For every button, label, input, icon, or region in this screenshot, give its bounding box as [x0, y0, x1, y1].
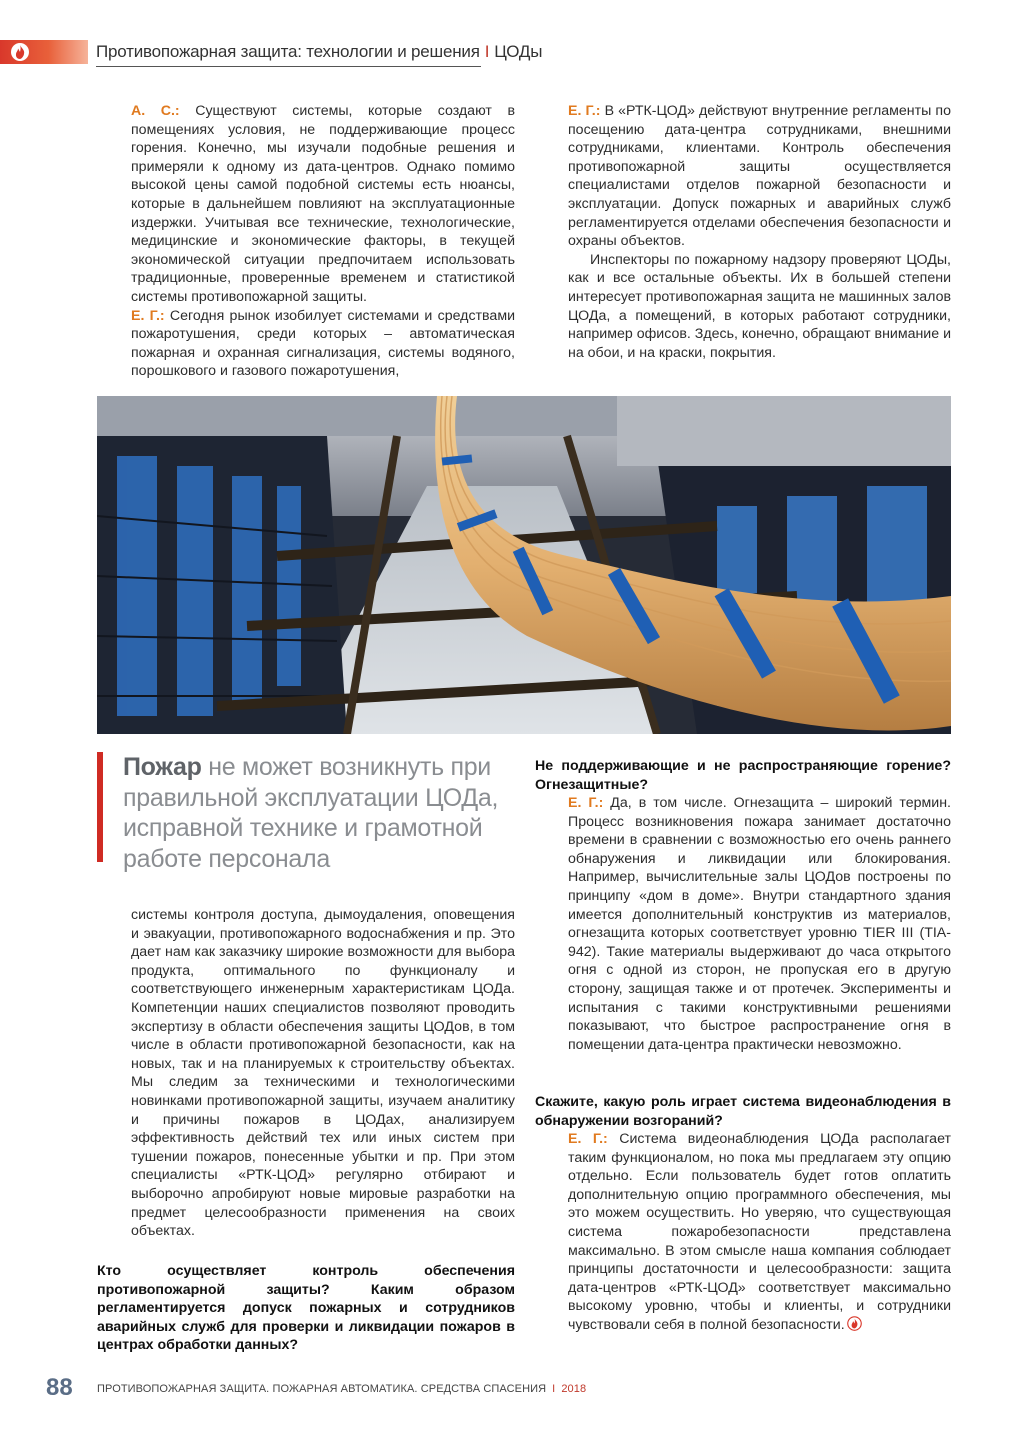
pull-quote-bold: Пожар	[123, 753, 202, 781]
paragraph: системы контроля доступа, дымоудаления, оповещения и эвакуации, противопожарного водоснабжения и пр. Это дает нам как заказчику широкие возможности для выбора продукта, оптимального по функционалу и соответствующего инженерным характеристикам ЦОДа. Компетенции наших специалистов позволяют проводить экспертизу в области обеспечения защиты ЦОДов, в том числе в области противопожарной безопасности, как на новых, так и на планируемых к строительству объектах. Мы следим за техническими и технологическими новинками противопожарной защиты, изучаем аналитику и причины пожаров в ЦОДах, анализируем эффективность действий тех или иных систем при тушении пожаров, понесенные убытки и пр. При этом специалисты «РТК-ЦОД» регулярно отбирают и выборочно апробируют новые мировые разработки на предмет целесообразности применения на своих объектах.	[131, 907, 515, 1240]
column-bottom-left	[131, 906, 515, 1241]
header-topic: ЦОДы	[494, 42, 543, 61]
paragraph	[568, 1130, 951, 1335]
page-number: 88	[46, 1374, 73, 1401]
pull-quote-rest: не может возникнуть при правильной эксплуатации ЦОДа, исправной технике и грамотной работе персонала	[123, 753, 499, 873]
pull-quote-bar	[97, 752, 103, 862]
question-block-right-2	[535, 1093, 951, 1130]
paragraph-text: Система видеонаблюдения ЦОДа располагает таким функционалом, но пока мы предлагаем эту опцию отдельно. Если пользователь будет готов оплатить дополнительную опцию программного обеспечения, мы это можем осуществить. Но уверяю, что существующая система пожаробезопасности представлена максимально. В этом смысле наша компания соблюдает принципы достаточности и целесообразности: защита дата-центров «РТК-ЦОД» соответствует максимально высокому уровню, чтобы и клиенты, и сотрудники чувствовали себя в полной безопасности.	[568, 1131, 951, 1333]
paragraph	[568, 102, 951, 251]
paragraph	[131, 307, 515, 381]
paragraph	[568, 794, 951, 1054]
speaker-label: Е. Г.:	[568, 1131, 608, 1147]
paragraph-text: Существуют системы, которые создают в помещениях условия, не поддерживающие процесс горения. Конечно, мы изучали подобные решения и примеряли к одному из дата-центров. Однако помимо высокой цены самой подобной системы есть нюансы, которые в дальнейшем повлияют на эксплуатационные издержки. Учитывая все технические, технологические, медицинские и экономические факторы, в текущей экономической ситуации предпочитаем использовать традиционные, проверенные временем и статистикой системы противопожарной защиты.	[131, 103, 515, 305]
footer-magazine	[97, 1383, 586, 1395]
paragraph	[131, 102, 515, 307]
flame-icon	[10, 42, 30, 62]
running-header	[96, 42, 542, 62]
interview-question: Кто осуществляет контроль обеспечения противопожарной защиты? Каким образом регламентируется допуск пожарных и сотрудников аварийных служб для проверки и ликвидации пожаров в центрах обработки данных?	[97, 1263, 515, 1354]
paragraph-text: В «РТК-ЦОД» действуют внутренние регламенты по посещению дата-центра сотрудниками, внешними сотрудниками, клиентами. Контроль обеспечения противопожарной защиты осуществляется специалистами отделов пожарной безопасности и эксплуатации. Допуск пожарных и аварийных служб регламентируется отделами обеспечения безопасности и охраны объектов.	[568, 103, 951, 250]
flame-icon	[847, 1316, 862, 1331]
pull-quote	[97, 752, 517, 872]
header-separator: I	[484, 42, 490, 61]
footer-separator: I	[552, 1383, 556, 1395]
speaker-label: А. С.:	[131, 103, 180, 119]
data-center-photo	[97, 396, 951, 734]
cable-tray-illustration	[97, 396, 951, 734]
interview-question: Не поддерживающие и не распространяющие горение? Огнезащитные?	[535, 758, 951, 793]
speaker-label: Е. Г.:	[568, 103, 601, 119]
interview-question: Скажите, какую роль играет система видеонаблюдения в обнаружении возгораний?	[535, 1094, 951, 1129]
magazine-title: ПРОТИВОПОЖАРНАЯ ЗАЩИТА. ПОЖАРНАЯ АВТОМАТИКА. СРЕДСТВА СПАСЕНИЯ	[97, 1383, 547, 1395]
pull-quote-text	[123, 752, 523, 874]
paragraph-text: Сегодня рынок изобилует системами и средствами пожаротушения, среди которых – автоматическая пожарная и охранная сигнализация, системы водяного, порошкового и газового пожаротушения,	[131, 307, 516, 380]
paragraph-text: Да, в том числе. Огнезащита – широкий термин. Процесс возникновения пожара занимает достаточно времени в сравнении с возможностью его очень раннего обнаружения и ликвидации или блокирования. Например, вычислительные залы ЦОДов построены по принципу «дом в доме». Внутри стандартного здания имеется дополнительный конструктив из материалов, огнезащита которых соответствует уровню TIER III (TIA-942). Такие материалы выдерживают до часа открытого огня с одной из сторон, не пропуская его в другую сторону, защищая также и от протечек. Эксперименты и испытания с такими конструктивными решениями показывают, что быстрое распространение огня в помещении дата-центра практически невозможно.	[568, 795, 951, 1053]
issue-year: 2018	[561, 1383, 587, 1395]
column-top-left	[131, 102, 515, 381]
answer-block-right-2	[568, 1130, 951, 1335]
question-block-right-1	[535, 757, 951, 794]
speaker-label: Е. Г.:	[131, 307, 165, 324]
paragraph: Инспекторы по пожарному надзору проверяют ЦОДы, как и все остальные объекты. Их в большей степени интересует противопожарная защита не машинных залов ЦОДа, а помещений, в которых работают сотрудники, например офисов. Здесь, конечно, обращают внимание и на обои, и на краски, покрытия.	[568, 251, 951, 361]
speaker-label: Е. Г.:	[568, 795, 604, 811]
header-rule	[96, 66, 481, 67]
header-accent-bar	[0, 40, 88, 64]
column-top-right	[568, 102, 951, 362]
answer-block-right-1	[568, 794, 951, 1054]
header-section: Противопожарная защита: технологии и решения	[96, 42, 480, 61]
question-block-left	[97, 1262, 515, 1355]
